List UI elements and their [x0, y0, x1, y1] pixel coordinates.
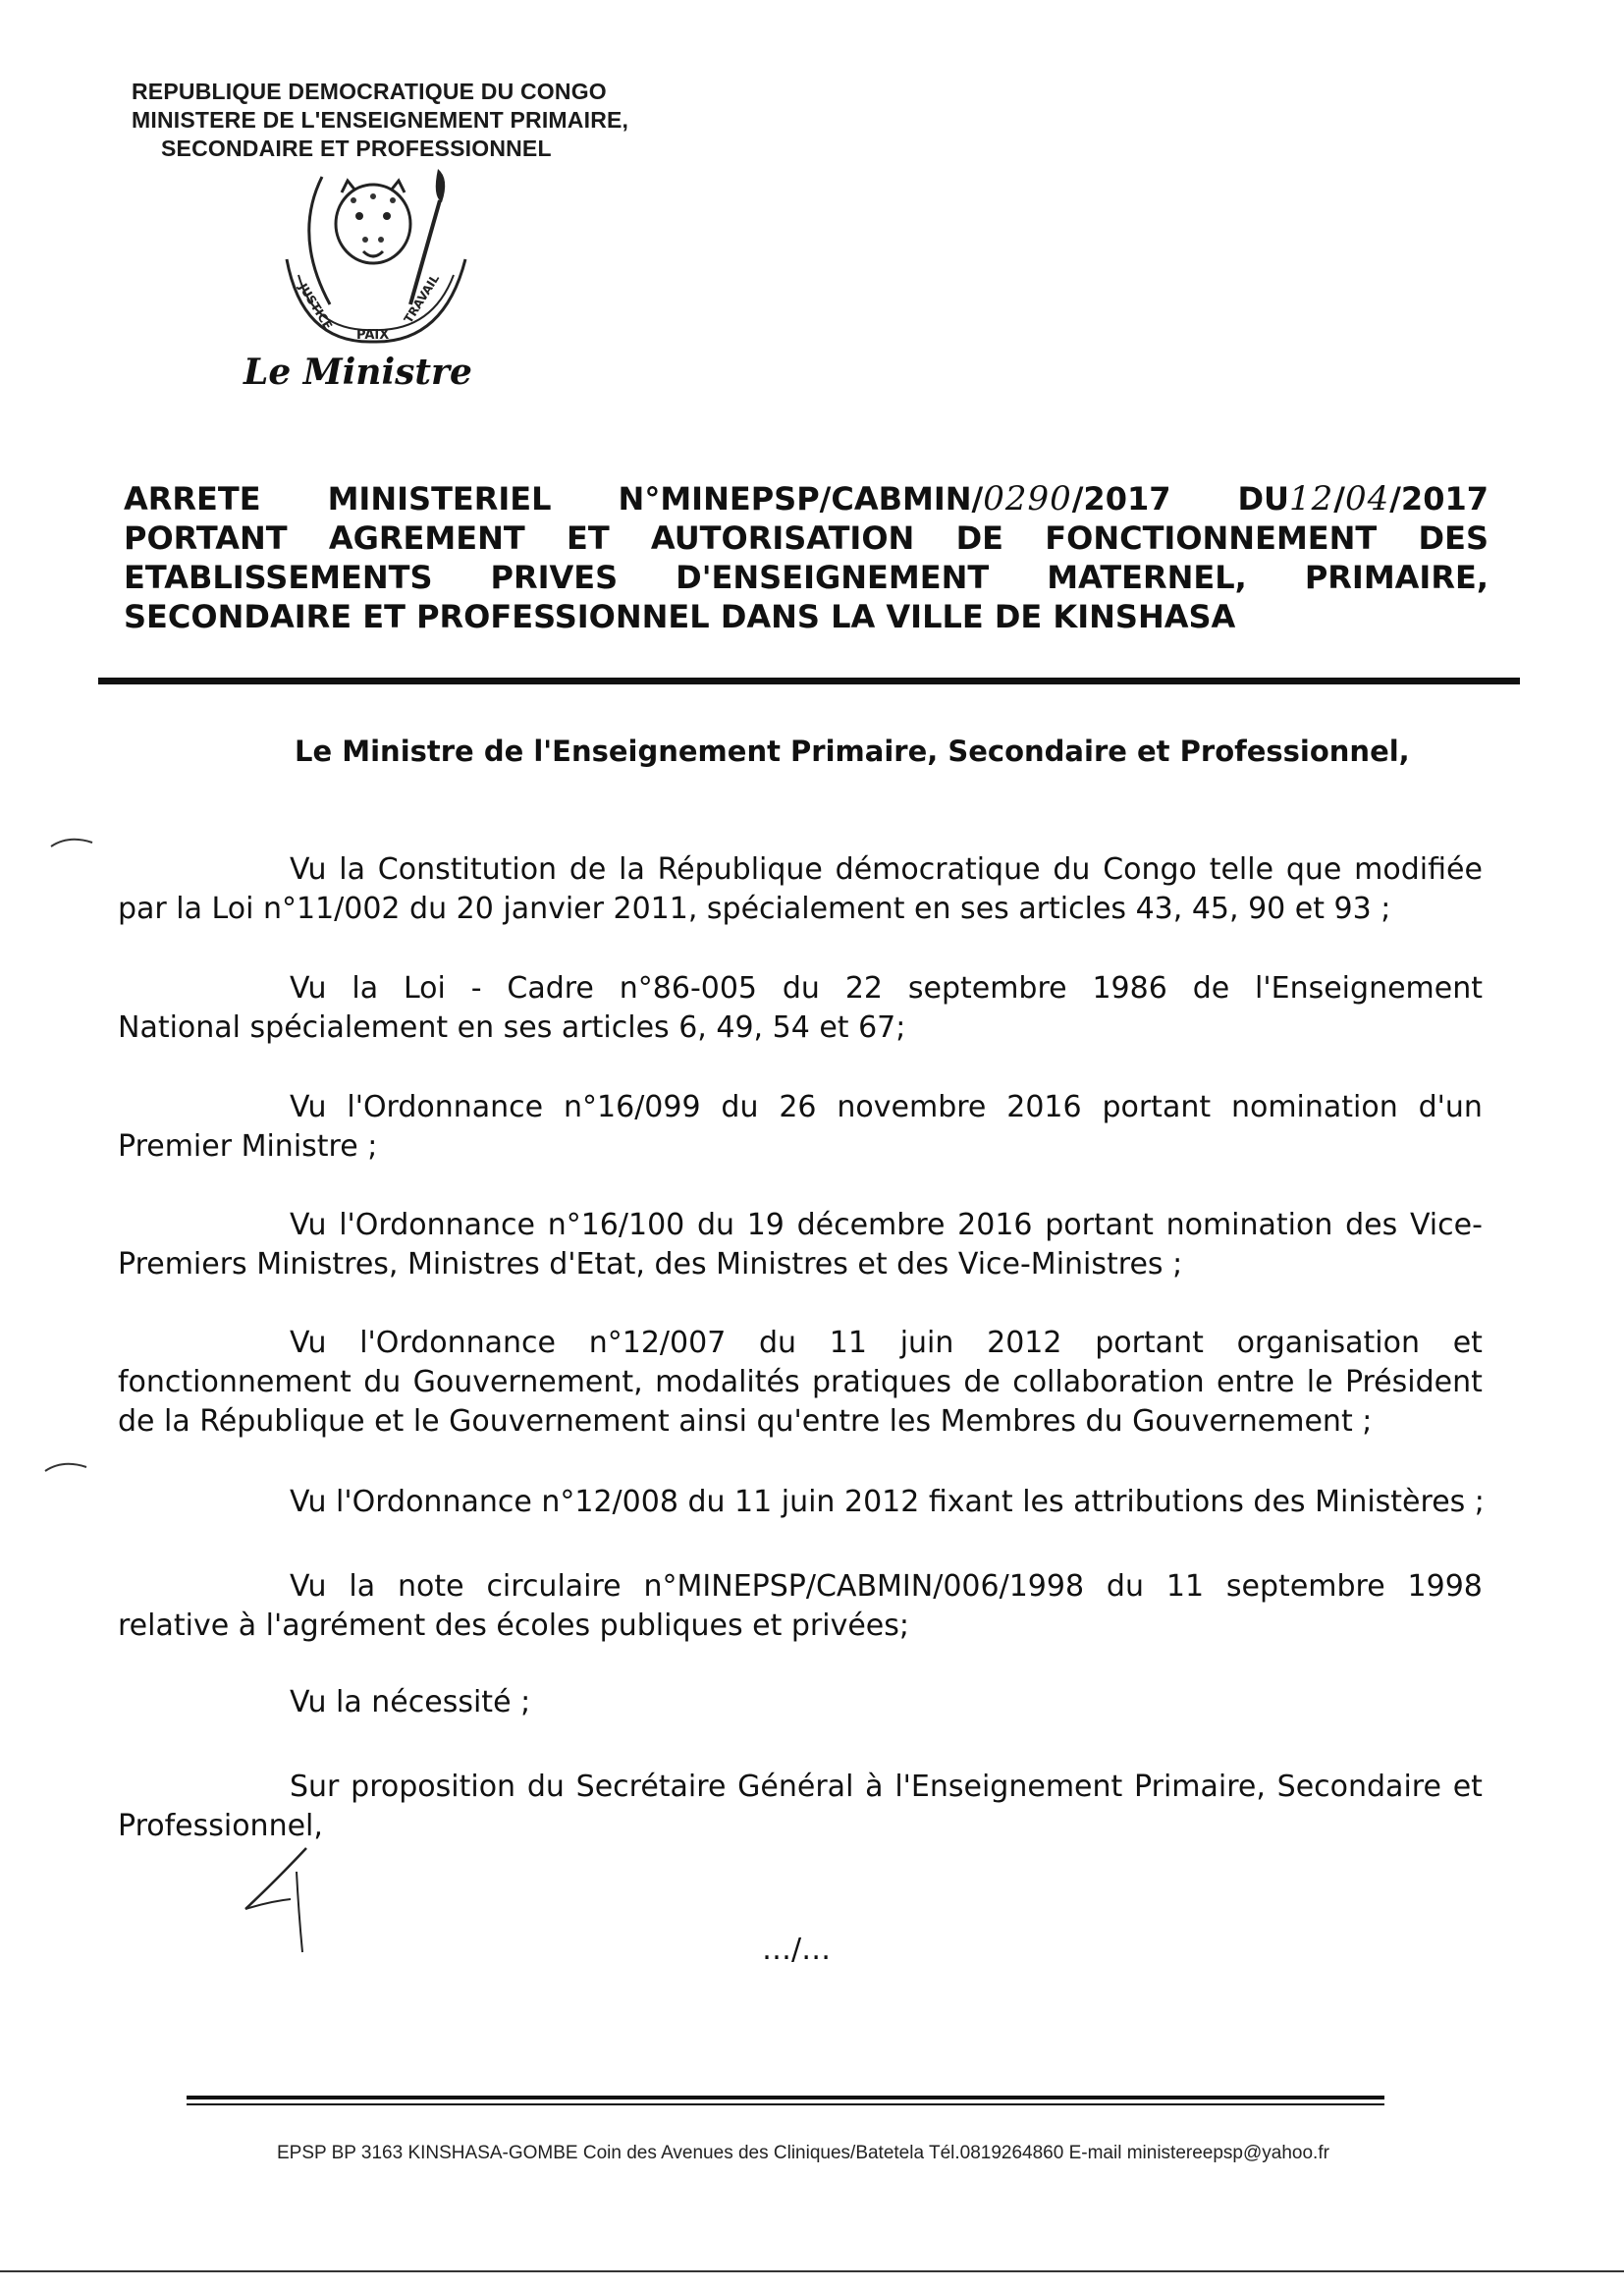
handwritten-number: 0290: [983, 479, 1072, 518]
footer-rule-thin: [187, 2103, 1384, 2105]
whereas-ordinance-attributions: [118, 1483, 1483, 1522]
paragraph-line: Sur proposition du Secrétaire Général à l'Enseignement Primaire, Secondaire et: [290, 1770, 1483, 1804]
handwritten-month: 04: [1344, 479, 1390, 518]
margin-mark: [49, 833, 98, 852]
initials-signature: [236, 1842, 344, 1960]
motto-travail: TRAVAIL: [401, 271, 443, 326]
title-line-3: ETABLISSEMENTS PRIVES D'ENSEIGNEMENT MATERNEL, PRIMAIRE,: [124, 559, 1489, 596]
header-ministry-cont: SECONDAIRE ET PROFESSIONNEL: [161, 136, 552, 161]
paragraph-line: relative à l'agrément des écoles publiques et privées;: [118, 1608, 910, 1643]
footer-address: EPSP BP 3163 KINSHASA-GOMBE Coin des Avenues des Cliniques/Batetela Tél.0819264860 E-mail ministereepsp@yahoo.fr: [277, 2143, 1329, 2163]
paragraph-line: de la République et le Gouvernement ainsi qu'entre les Membres du Gouvernement ;: [118, 1404, 1373, 1439]
paragraph-line: Vu la nécessité ;: [290, 1685, 531, 1719]
whereas-circular-note: [118, 1567, 1483, 1646]
title-line-2: PORTANT AGREMENT ET AUTORISATION DE FONCTIONNEMENT DES: [124, 519, 1489, 557]
minister-intro: Le Ministre de l'Enseignement Primaire, Secondaire et Professionnel,: [295, 735, 1410, 768]
title-line-1: [124, 479, 1489, 518]
header-republic: REPUBLIQUE DEMOCRATIQUE DU CONGO: [132, 79, 607, 104]
title-divider: [98, 678, 1520, 684]
paragraph-line: Premiers Ministres, Ministres d'Etat, des Ministres et des Vice-Ministres ;: [118, 1247, 1183, 1281]
paragraph-line: Vu la note circulaire n°MINEPSP/CABMIN/006/1998 du 11 septembre 1998: [290, 1569, 1483, 1604]
decree-number: N°MINEPSP/CABMIN/0290/2017: [618, 479, 1171, 518]
on-proposal: [118, 1768, 1483, 1846]
paragraph-line: par la Loi n°11/002 du 20 janvier 2011, spécialement en ses articles 43, 45, 90 et 93 ;: [118, 892, 1391, 926]
title-word: MINISTERIEL: [327, 480, 552, 518]
motto-paix: PAIX: [356, 328, 390, 343]
whereas-ordinance-pm: [118, 1088, 1483, 1167]
paragraph-line: Vu l'Ordonnance n°12/007 du 11 juin 2012 portant organisation et: [290, 1326, 1483, 1360]
paragraph-line: Vu la Loi - Cadre n°86-005 du 22 septembre 1986 de l'Enseignement: [290, 971, 1483, 1006]
whereas-ordinance-ministers: [118, 1206, 1483, 1284]
whereas-necessity: [118, 1683, 1483, 1722]
scan-edge-line: [0, 2270, 1624, 2272]
whereas-ordinance-government: [118, 1324, 1483, 1442]
paragraph-line: Vu l'Ordonnance n°16/099 du 26 novembre 2016 portant nomination d'un: [290, 1090, 1483, 1124]
handwritten-day: 12: [1289, 479, 1334, 518]
decree-date: DU12/04/2017: [1237, 479, 1489, 518]
header-ministry: MINISTERE DE L'ENSEIGNEMENT PRIMAIRE,: [132, 107, 629, 133]
title-line-4: SECONDAIRE ET PROFESSIONNEL DANS LA VILLE DE KINSHASA: [124, 598, 1236, 635]
leopard-head-icon: [336, 181, 410, 263]
motto-justice: JUSTICE: [296, 281, 336, 333]
paragraph-line: fonctionnement du Gouvernement, modalités pratiques de collaboration entre le Président: [118, 1365, 1483, 1399]
continuation-mark: …/…: [762, 1933, 832, 1967]
signatory-title: Le Ministre: [244, 352, 472, 393]
tusk-icon: [309, 177, 330, 304]
margin-mark: [43, 1457, 92, 1477]
paragraph-line: Vu l'Ordonnance n°12/008 du 11 juin 2012 fixant les attributions des Ministères ;: [290, 1485, 1485, 1519]
whereas-framework-law: [118, 969, 1483, 1048]
coat-of-arms-emblem: [263, 157, 489, 354]
whereas-constitution: [118, 850, 1483, 929]
paragraph-line: Vu la Constitution de la République démocratique du Congo telle que modifiée: [290, 852, 1483, 887]
decree-title: [124, 479, 1489, 636]
paragraph-line: National spécialement en ses articles 6, 49, 54 et 67;: [118, 1010, 906, 1045]
footer-rule-thick: [187, 2096, 1384, 2099]
paragraph-line: Premier Ministre ;: [118, 1129, 378, 1164]
paragraph-line: Professionnel,: [118, 1809, 323, 1843]
title-word: ARRETE: [124, 480, 261, 518]
paragraph-line: Vu l'Ordonnance n°16/100 du 19 décembre 2016 portant nomination des Vice-: [290, 1208, 1483, 1242]
